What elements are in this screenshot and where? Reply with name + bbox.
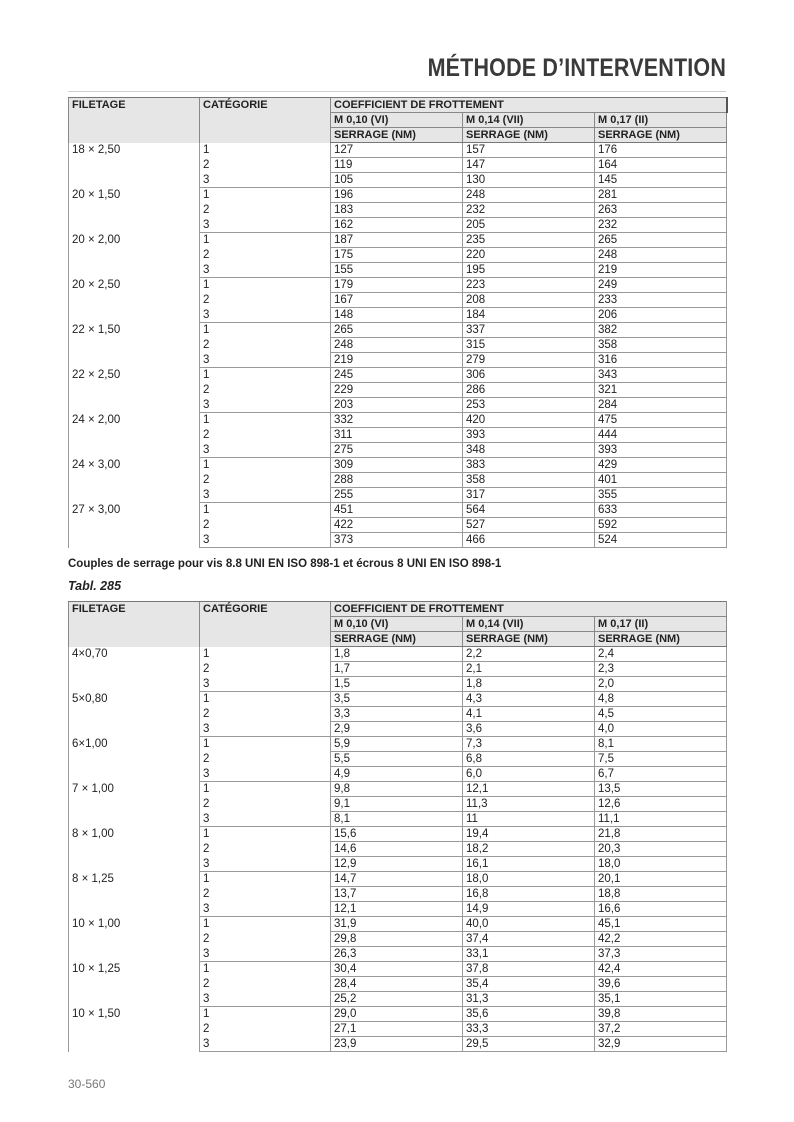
table-label: Tabl. 285 <box>68 579 122 593</box>
table-row <box>69 503 727 518</box>
torque-value-cell: 35,6 <box>463 1007 595 1022</box>
torque-value-cell: 248 <box>331 338 463 353</box>
thread-cell: 5×0,80 <box>69 692 200 737</box>
torque-value-cell: 527 <box>463 518 595 533</box>
header-tightening-1: SERRAGE (NM) <box>331 128 463 143</box>
category-cell: 2 <box>203 293 210 306</box>
torque-value-cell: 7,3 <box>463 737 595 752</box>
table-row <box>69 917 727 932</box>
torque-value-cell: 206 <box>595 308 727 323</box>
table-row <box>69 458 727 473</box>
thread-cell: 18 × 2,50 <box>69 143 200 188</box>
torque-value-cell: 219 <box>595 263 727 278</box>
torque-value-cell: 162 <box>331 218 463 233</box>
thread-cell: 8 × 1,25 <box>69 872 200 917</box>
torque-value-cell: 25,2 <box>331 992 463 1007</box>
torque-value-cell: 35,4 <box>463 977 595 992</box>
torque-value-cell: 444 <box>595 428 727 443</box>
torque-value-cell: 18,0 <box>463 872 595 887</box>
torque-value-cell: 147 <box>463 158 595 173</box>
torque-value-cell: 39,8 <box>595 1007 727 1022</box>
torque-value-cell: 6,8 <box>463 752 595 767</box>
torque-value-cell: 14,6 <box>331 842 463 857</box>
torque-value-cell: 148 <box>331 308 463 323</box>
category-cell: 2 <box>203 383 210 396</box>
thread-cell: 22 × 1,50 <box>69 323 200 368</box>
torque-value-cell: 145 <box>595 173 727 188</box>
torque-value-cell: 179 <box>331 278 463 293</box>
category-cell: 2 <box>203 518 210 531</box>
torque-value-cell: 383 <box>463 458 595 473</box>
table-row <box>69 233 727 248</box>
category-cell: 1 <box>203 414 210 426</box>
torque-value-cell: 263 <box>595 203 727 218</box>
category-cell: 1 <box>203 504 210 516</box>
category-cell: 2 <box>203 887 210 900</box>
category-cell: 2 <box>203 932 210 945</box>
torque-value-cell: 232 <box>595 218 727 233</box>
torque-value-cell: 429 <box>595 458 727 473</box>
torque-value-cell: 564 <box>463 503 595 518</box>
torque-value-cell: 358 <box>595 338 727 353</box>
category-cell: 1 <box>203 873 210 885</box>
category-cell: 2 <box>203 248 210 261</box>
table-row <box>69 1007 727 1022</box>
category-cell: 2 <box>203 338 210 351</box>
torque-value-cell: 13,5 <box>595 782 727 797</box>
torque-value-cell: 281 <box>595 188 727 203</box>
torque-value-cell: 4,9 <box>331 767 463 782</box>
torque-value-cell: 4,5 <box>595 707 727 722</box>
torque-value-cell: 1,7 <box>331 662 463 677</box>
torque-value-cell: 13,7 <box>331 887 463 902</box>
torque-value-cell: 31,3 <box>463 992 595 1007</box>
thread-cell: 8 × 1,00 <box>69 827 200 872</box>
torque-value-cell: 420 <box>463 413 595 428</box>
torque-value-cell: 232 <box>463 203 595 218</box>
category-cell: 1 <box>203 693 210 705</box>
torque-value-cell: 355 <box>595 488 727 503</box>
category-cell: 2 <box>203 977 210 990</box>
thread-cell: 10 × 1,25 <box>69 962 200 1007</box>
header-col-3: M 0,17 (II) <box>595 617 727 632</box>
torque-value-cell: 18,0 <box>595 857 727 872</box>
torque-value-cell: 208 <box>463 293 595 308</box>
torque-value-cell: 31,9 <box>331 917 463 932</box>
torque-value-cell: 6,0 <box>463 767 595 782</box>
category-cell: 3 <box>200 767 331 782</box>
torque-value-cell: 524 <box>595 533 727 548</box>
torque-value-cell: 5,5 <box>331 752 463 767</box>
torque-value-cell: 9,1 <box>331 797 463 812</box>
torque-value-cell: 4,8 <box>595 692 727 707</box>
torque-value-cell: 42,2 <box>595 932 727 947</box>
category-cell: 1 <box>203 324 210 336</box>
torque-value-cell: 37,8 <box>463 962 595 977</box>
category-cell: 1 <box>203 1008 210 1020</box>
torque-value-cell: 205 <box>463 218 595 233</box>
torque-value-cell: 633 <box>595 503 727 518</box>
category-cell: 3 <box>200 443 331 458</box>
category-cell: 2 <box>203 203 210 216</box>
torque-value-cell: 6,7 <box>595 767 727 782</box>
torque-value-cell: 14,7 <box>331 872 463 887</box>
torque-value-cell: 11,1 <box>595 812 727 827</box>
torque-value-cell: 2,1 <box>463 662 595 677</box>
torque-value-cell: 2,9 <box>331 722 463 737</box>
title-divider <box>68 91 726 92</box>
torque-value-cell: 35,1 <box>595 992 727 1007</box>
torque-value-cell: 332 <box>331 413 463 428</box>
torque-value-cell: 311 <box>331 428 463 443</box>
torque-value-cell: 32,9 <box>595 1037 727 1052</box>
category-cell: 3 <box>200 308 331 323</box>
torque-value-cell: 18,8 <box>595 887 727 902</box>
torque-value-cell: 248 <box>595 248 727 263</box>
torque-value-cell: 229 <box>331 383 463 398</box>
table-row <box>69 782 727 797</box>
torque-value-cell: 20,3 <box>595 842 727 857</box>
category-cell: 3 <box>200 398 331 413</box>
torque-value-cell: 286 <box>463 383 595 398</box>
torque-value-cell: 164 <box>595 158 727 173</box>
page-number: 30-560 <box>68 1077 106 1091</box>
table-row <box>69 962 727 977</box>
torque-value-cell: 29,0 <box>331 1007 463 1022</box>
torque-value-cell: 4,0 <box>595 722 727 737</box>
torque-value-cell: 8,1 <box>331 812 463 827</box>
header-col-3: M 0,17 (II) <box>595 113 727 128</box>
torque-value-cell: 183 <box>331 203 463 218</box>
torque-value-cell: 16,8 <box>463 887 595 902</box>
table-row <box>69 368 727 383</box>
torque-value-cell: 29,5 <box>463 1037 595 1052</box>
torque-value-cell: 382 <box>595 323 727 338</box>
torque-value-cell: 203 <box>331 398 463 413</box>
torque-value-cell: 26,3 <box>331 947 463 962</box>
category-cell: 3 <box>200 857 331 872</box>
category-cell: 2 <box>203 752 210 765</box>
torque-value-cell: 195 <box>463 263 595 278</box>
category-cell: 2 <box>203 428 210 441</box>
header-category: CATÉGORIE <box>200 602 331 647</box>
category-cell: 1 <box>203 143 210 156</box>
category-cell: 1 <box>203 828 210 840</box>
torque-value-cell: 5,9 <box>331 737 463 752</box>
table-1-body <box>69 143 727 548</box>
torque-value-cell: 321 <box>595 383 727 398</box>
torque-value-cell: 219 <box>331 353 463 368</box>
torque-value-cell: 223 <box>463 278 595 293</box>
torque-value-cell: 16,6 <box>595 902 727 917</box>
header-thread: FILETAGE <box>69 602 200 647</box>
torque-value-cell: 12,1 <box>331 902 463 917</box>
torque-value-cell: 2,4 <box>595 647 727 662</box>
category-cell: 3 <box>200 677 331 692</box>
torque-value-cell: 315 <box>463 338 595 353</box>
category-cell: 2 <box>203 473 210 486</box>
torque-value-cell: 235 <box>463 233 595 248</box>
torque-value-cell: 42,4 <box>595 962 727 977</box>
thread-cell: 27 × 3,00 <box>69 503 200 548</box>
header-col-2: M 0,14 (VII) <box>463 617 595 632</box>
torque-value-cell: 11 <box>463 812 595 827</box>
category-cell: 3 <box>200 722 331 737</box>
torque-value-cell: 337 <box>463 323 595 338</box>
torque-value-cell: 176 <box>595 143 727 158</box>
thread-cell: 20 × 2,50 <box>69 278 200 323</box>
torque-value-cell: 7,5 <box>595 752 727 767</box>
torque-value-cell: 9,8 <box>331 782 463 797</box>
table-row <box>69 143 727 158</box>
category-cell: 3 <box>200 533 331 548</box>
category-cell: 3 <box>200 173 331 188</box>
header-col-1: M 0,10 (VI) <box>331 113 463 128</box>
header-tightening-3: SERRAGE (NM) <box>595 128 727 143</box>
table-row <box>69 278 727 293</box>
category-cell: 1 <box>203 459 210 471</box>
torque-value-cell: 27,1 <box>331 1022 463 1037</box>
torque-value-cell: 21,8 <box>595 827 727 842</box>
torque-value-cell: 157 <box>463 143 595 158</box>
category-cell: 1 <box>203 189 210 201</box>
torque-value-cell: 16,1 <box>463 857 595 872</box>
category-cell: 1 <box>203 279 210 291</box>
torque-value-cell: 4,1 <box>463 707 595 722</box>
category-cell: 3 <box>200 218 331 233</box>
category-cell: 2 <box>203 662 210 675</box>
torque-value-cell: 466 <box>463 533 595 548</box>
thread-cell: 4×0,70 <box>69 647 200 692</box>
torque-value-cell: 393 <box>463 428 595 443</box>
category-cell: 3 <box>200 353 331 368</box>
category-cell: 1 <box>203 738 210 750</box>
torque-value-cell: 275 <box>331 443 463 458</box>
torque-value-cell: 2,3 <box>595 662 727 677</box>
torque-value-cell: 28,4 <box>331 977 463 992</box>
torque-value-cell: 316 <box>595 353 727 368</box>
torque-value-cell: 187 <box>331 233 463 248</box>
torque-value-cell: 20,1 <box>595 872 727 887</box>
torque-value-cell: 12,9 <box>331 857 463 872</box>
torque-value-cell: 3,6 <box>463 722 595 737</box>
thread-cell: 6×1,00 <box>69 737 200 782</box>
torque-value-cell: 2,0 <box>595 677 727 692</box>
header-coefficient: COEFFICIENT DE FROTTEMENT <box>331 98 727 113</box>
torque-value-cell: 14,9 <box>463 902 595 917</box>
thread-cell: 10 × 1,50 <box>69 1007 200 1052</box>
torque-value-cell: 373 <box>331 533 463 548</box>
category-cell: 2 <box>203 1022 210 1035</box>
torque-value-cell: 19,4 <box>463 827 595 842</box>
torque-value-cell: 105 <box>331 173 463 188</box>
torque-value-cell: 37,2 <box>595 1022 727 1037</box>
torque-value-cell: 175 <box>331 248 463 263</box>
thread-cell: 10 × 1,00 <box>69 917 200 962</box>
table-row <box>69 737 727 752</box>
table-row <box>69 413 727 428</box>
torque-value-cell: 12,1 <box>463 782 595 797</box>
torque-value-cell: 39,6 <box>595 977 727 992</box>
category-cell: 3 <box>200 902 331 917</box>
category-cell: 1 <box>203 963 210 975</box>
header-col-2: M 0,14 (VII) <box>463 113 595 128</box>
torque-value-cell: 127 <box>331 143 463 158</box>
category-cell: 1 <box>203 369 210 381</box>
category-cell: 3 <box>200 812 331 827</box>
torque-value-cell: 422 <box>331 518 463 533</box>
torque-value-cell: 279 <box>463 353 595 368</box>
torque-value-cell: 309 <box>331 458 463 473</box>
table-row <box>69 827 727 842</box>
torque-value-cell: 1,5 <box>331 677 463 692</box>
torque-value-cell: 29,8 <box>331 932 463 947</box>
torque-value-cell: 12,6 <box>595 797 727 812</box>
torque-value-cell: 245 <box>331 368 463 383</box>
header-tightening-1: SERRAGE (NM) <box>331 632 463 647</box>
torque-value-cell: 33,1 <box>463 947 595 962</box>
torque-value-cell: 343 <box>595 368 727 383</box>
torque-value-cell: 3,3 <box>331 707 463 722</box>
torque-value-cell: 167 <box>331 293 463 308</box>
torque-value-cell: 1,8 <box>463 677 595 692</box>
torque-value-cell: 196 <box>331 188 463 203</box>
thread-cell: 20 × 1,50 <box>69 188 200 233</box>
torque-value-cell: 265 <box>331 323 463 338</box>
category-cell: 3 <box>200 992 331 1007</box>
table-2-body <box>69 647 727 1052</box>
torque-value-cell: 317 <box>463 488 595 503</box>
torque-value-cell: 220 <box>463 248 595 263</box>
torque-value-cell: 23,9 <box>331 1037 463 1052</box>
torque-value-cell: 4,3 <box>463 692 595 707</box>
header-thread: FILETAGE <box>69 98 200 143</box>
category-cell: 2 <box>203 158 210 171</box>
torque-value-cell: 30,4 <box>331 962 463 977</box>
torque-value-cell: 249 <box>595 278 727 293</box>
category-cell: 2 <box>203 707 210 720</box>
category-cell: 3 <box>200 1037 331 1052</box>
torque-value-cell: 2,2 <box>463 647 595 662</box>
header-tightening-2: SERRAGE (NM) <box>463 632 595 647</box>
thread-cell: 24 × 2,00 <box>69 413 200 458</box>
torque-value-cell: 248 <box>463 188 595 203</box>
torque-value-cell: 233 <box>595 293 727 308</box>
torque-value-cell: 348 <box>463 443 595 458</box>
torque-table-2 <box>68 601 727 1052</box>
page-title: MÉTHODE D’INTERVENTION <box>427 54 726 82</box>
category-cell: 3 <box>200 947 331 962</box>
torque-value-cell: 11,3 <box>463 797 595 812</box>
header-col-1: M 0,10 (VI) <box>331 617 463 632</box>
torque-value-cell: 265 <box>595 233 727 248</box>
torque-value-cell: 306 <box>463 368 595 383</box>
torque-value-cell: 1,8 <box>331 647 463 662</box>
category-cell: 1 <box>203 234 210 246</box>
category-cell: 1 <box>203 918 210 930</box>
torque-value-cell: 253 <box>463 398 595 413</box>
table-caption: Couples de serrage pour vis 8.8 UNI EN ISO 898-1 et écrous 8 UNI EN ISO 898-1 <box>68 558 502 570</box>
torque-value-cell: 155 <box>331 263 463 278</box>
torque-value-cell: 130 <box>463 173 595 188</box>
header-category: CATÉGORIE <box>200 98 331 143</box>
torque-value-cell: 184 <box>463 308 595 323</box>
category-cell: 2 <box>203 842 210 855</box>
torque-value-cell: 45,1 <box>595 917 727 932</box>
torque-value-cell: 37,3 <box>595 947 727 962</box>
torque-value-cell: 288 <box>331 473 463 488</box>
torque-value-cell: 592 <box>595 518 727 533</box>
torque-value-cell: 255 <box>331 488 463 503</box>
torque-value-cell: 119 <box>331 158 463 173</box>
table-row <box>69 647 727 662</box>
torque-value-cell: 284 <box>595 398 727 413</box>
torque-value-cell: 358 <box>463 473 595 488</box>
category-cell: 1 <box>203 783 210 795</box>
category-cell: 2 <box>203 797 210 810</box>
table-row <box>69 323 727 338</box>
torque-value-cell: 475 <box>595 413 727 428</box>
torque-value-cell: 3,5 <box>331 692 463 707</box>
thread-cell: 20 × 2,00 <box>69 233 200 278</box>
torque-table-1 <box>68 97 728 548</box>
thread-cell: 7 × 1,00 <box>69 782 200 827</box>
torque-value-cell: 451 <box>331 503 463 518</box>
category-cell: 3 <box>200 263 331 278</box>
torque-value-cell: 37,4 <box>463 932 595 947</box>
table-row <box>69 692 727 707</box>
header-tightening-2: SERRAGE (NM) <box>463 128 595 143</box>
torque-value-cell: 8,1 <box>595 737 727 752</box>
table-row <box>69 188 727 203</box>
category-cell: 3 <box>200 488 331 503</box>
torque-value-cell: 18,2 <box>463 842 595 857</box>
torque-value-cell: 33,3 <box>463 1022 595 1037</box>
torque-value-cell: 401 <box>595 473 727 488</box>
torque-value-cell: 393 <box>595 443 727 458</box>
table-row <box>69 872 727 887</box>
header-tightening-3: SERRAGE (NM) <box>595 632 727 647</box>
category-cell: 1 <box>203 647 210 660</box>
torque-value-cell: 40,0 <box>463 917 595 932</box>
thread-cell: 24 × 3,00 <box>69 458 200 503</box>
torque-value-cell: 15,6 <box>331 827 463 842</box>
thread-cell: 22 × 2,50 <box>69 368 200 413</box>
header-coefficient: COEFFICIENT DE FROTTEMENT <box>331 602 727 617</box>
